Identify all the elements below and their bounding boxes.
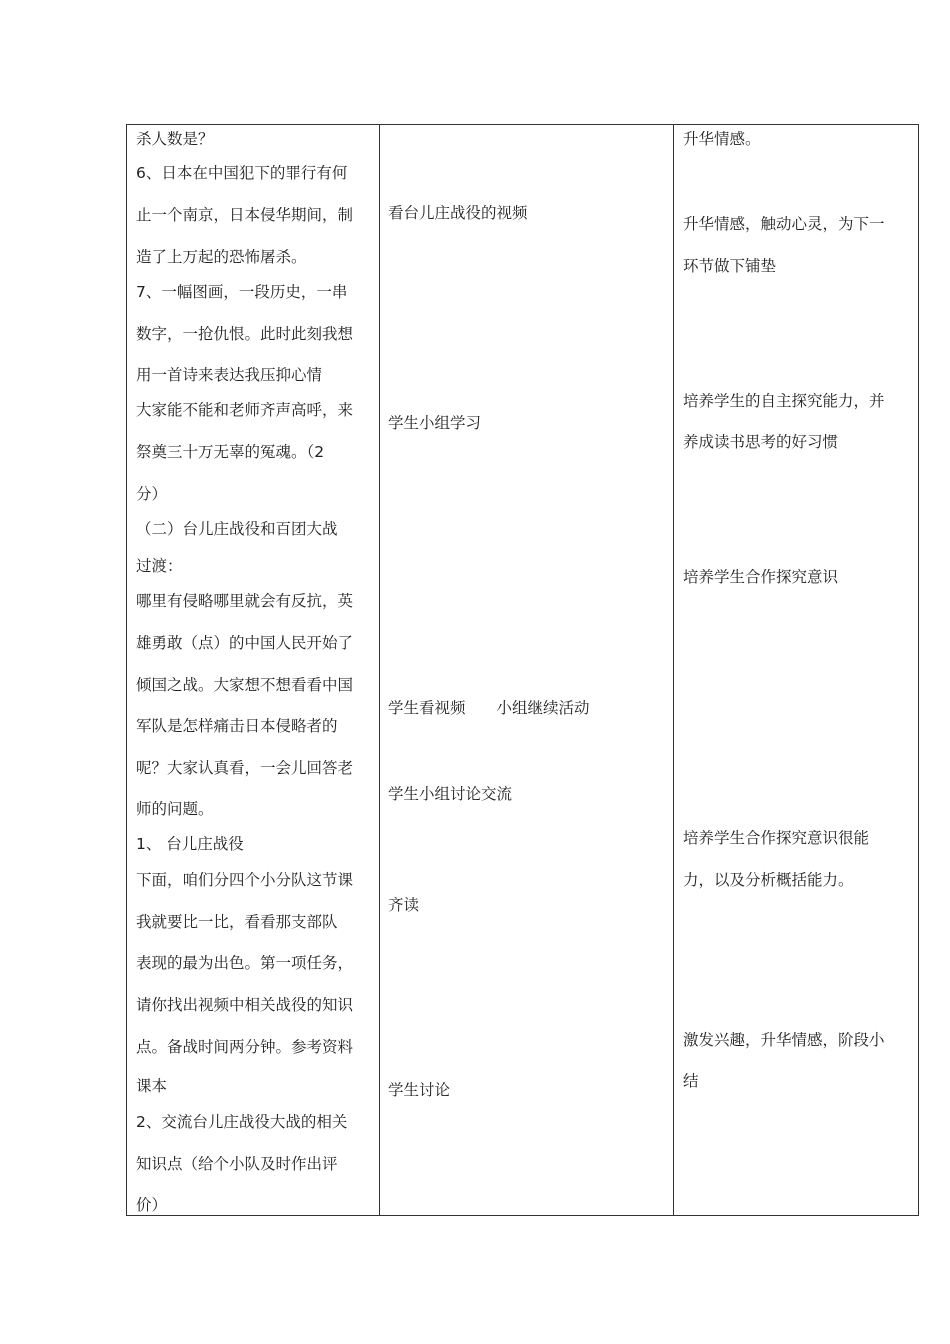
teacher-text-line: 下面，咱们分四个小分队这节课 (136, 871, 354, 889)
teacher-text-line: 6、日本在中国犯下的罪行有何 (136, 164, 348, 182)
column-divider (673, 125, 674, 1215)
design-intent-line: 力，以及分析概括能力。 (683, 871, 854, 889)
student-activity: 看台儿庄战役的视频 (388, 204, 528, 222)
teacher-text-line: 师的问题。 (136, 800, 214, 818)
teacher-text-line: 军队是怎样痛击日本侵略者的 (136, 717, 338, 735)
design-intent-line: 培养学生合作探究意识很能 (683, 829, 870, 847)
lesson-plan-table (126, 124, 919, 1216)
teacher-text-line: 表现的最为出色。第一项任务， (136, 954, 354, 972)
teacher-text-line: 点。备战时间两分钟。参考资料 (136, 1038, 354, 1056)
student-activity: 学生看视频 小组继续活动 (388, 699, 590, 717)
design-intent-line: 升华情感。 (683, 130, 761, 148)
teacher-text-line: 2、交流台儿庄战役大战的相关 (136, 1113, 348, 1131)
teacher-text-line: 过渡： (136, 557, 183, 575)
teacher-text-line: 我就要比一比，看看那支部队 (136, 913, 338, 931)
teacher-text-line: 请你找出视频中相关战役的知识 (136, 996, 354, 1014)
teacher-text-line: 课本 (136, 1077, 168, 1095)
teacher-text-line: 7、一幅图画，一段历史，一串 (136, 283, 348, 301)
teacher-text-line: 止一个南京，日本侵华期间，制 (136, 206, 354, 224)
design-intent-line: 养成读书思考的好习惯 (683, 433, 839, 451)
teacher-text-line: 知识点（给个小队及时作出评 (136, 1155, 338, 1173)
teacher-text-line: 杀人数是？ (136, 130, 214, 148)
teacher-text-line: 分） (136, 485, 168, 503)
teacher-text-line: 大家能不能和老师齐声高呼，来 (136, 401, 354, 419)
teacher-text-line: 倾国之战。大家想不想看看中国 (136, 676, 354, 694)
teacher-text-line: 1、 台儿庄战役 (136, 835, 244, 853)
design-intent-line: 激发兴趣，升华情感，阶段小 (683, 1031, 885, 1049)
student-activity: 学生小组学习 (388, 414, 482, 432)
design-intent-line: 升华情感，触动心灵，为下一 (683, 215, 885, 233)
teacher-text-line: 价） (136, 1196, 168, 1214)
teacher-text-line: 数字，一抢仇恨。此时此刻我想 (136, 325, 354, 343)
teacher-text-line: 呢？大家认真看，一会儿回答老 (136, 759, 354, 777)
student-activity: 学生讨论 (388, 1081, 451, 1099)
column-divider (379, 125, 380, 1215)
design-intent-line: 结 (683, 1072, 699, 1090)
teacher-text-line: 造了上万起的恐怖屠杀。 (136, 248, 307, 266)
teacher-text-line: （二）台儿庄战役和百团大战 (136, 520, 338, 538)
design-intent-line: 环节做下铺垫 (683, 257, 777, 275)
teacher-text-line: 哪里有侵略哪里就会有反抗，英 (136, 592, 354, 610)
teacher-text-line: 雄勇敢（点）的中国人民开始了 (136, 634, 354, 652)
student-activity: 学生小组讨论交流 (388, 785, 513, 803)
design-intent-line: 培养学生的自主探究能力，并 (683, 392, 885, 410)
teacher-text-line: 祭奠三十万无辜的冤魂。（2 (136, 443, 325, 461)
design-intent-line: 培养学生合作探究意识 (683, 568, 839, 586)
student-activity: 齐读 (388, 896, 420, 914)
teacher-text-line: 用一首诗来表达我压抑心情 (136, 366, 323, 384)
